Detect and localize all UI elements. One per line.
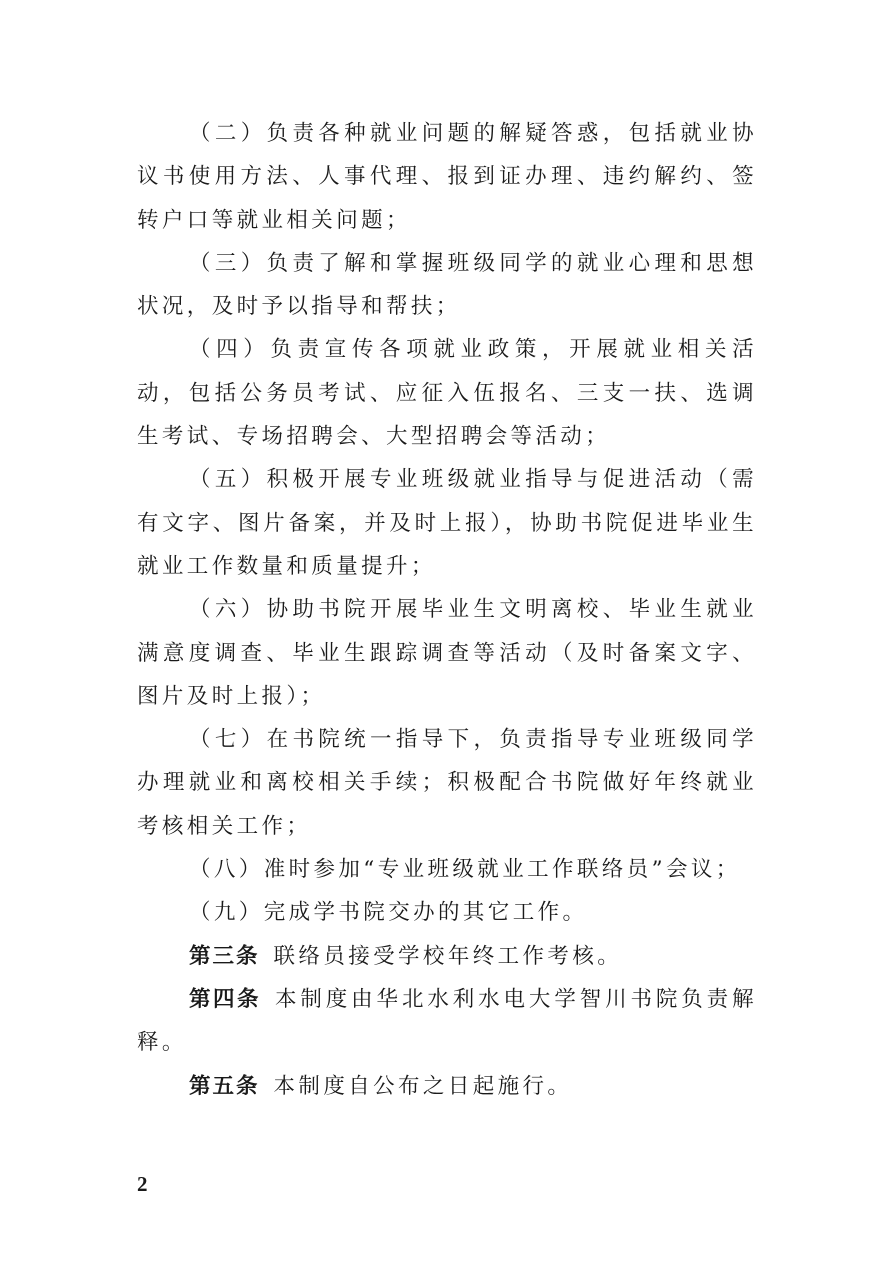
document-body — [137, 112, 757, 1108]
article-4 — [137, 978, 757, 1065]
article-4-label: 第四条 — [189, 986, 261, 1012]
duty-item-7: （七）在书院统一指导下，负责指导专业班级同学办理就业和离校相关手续；积极配合书院做好年终就业考核相关工作； — [137, 727, 757, 839]
duty-item-8: （八）准时参加“专业班级就业工作联络员”会议； — [189, 857, 741, 883]
duty-item-9: （九）完成学书院交办的其它工作。 — [189, 900, 588, 926]
page-number: 2 — [137, 1172, 148, 1196]
duty-item-4: （四）负责宣传各项就业政策，开展就业相关活动，包括公务员考试、应征入伍报名、三支一扶、选调生考试、专场招聘会、大型招聘会等活动； — [137, 337, 757, 450]
article-3 — [137, 935, 757, 978]
article-3-text: 联络员接受学校年终工作考核。 — [273, 943, 623, 969]
duty-item-3: （三）负责了解和掌握班级同学的就业心理和思想状况，及时予以指导和帮扶； — [137, 250, 757, 320]
duty-item-2: （二）负责各种就业问题的解疑答惑，包括就业协议书使用方法、人事代理、报到证办理、违约解约、签转户口等就业相关问题； — [137, 121, 757, 233]
duty-item-6: （六）协助书院开展毕业生文明离校、毕业生就业满意度调查、毕业生跟踪调查等活动（及时备案文字、图片及时上报）； — [137, 597, 757, 709]
article-5-text: 本制度自公布之日起施行。 — [273, 1073, 573, 1099]
article-5-label: 第五条 — [189, 1073, 260, 1099]
article-4-text: 本制度由华北水利水电大学智川书院负责解释。 — [137, 986, 757, 1056]
duty-item-5: （五）积极开展专业班级就业指导与促进活动（需有文字、图片备案，并及时上报），协助书院促进毕业生就业工作数量和质量提升； — [137, 467, 757, 579]
article-5 — [137, 1065, 757, 1108]
article-3-label: 第三条 — [189, 943, 260, 969]
